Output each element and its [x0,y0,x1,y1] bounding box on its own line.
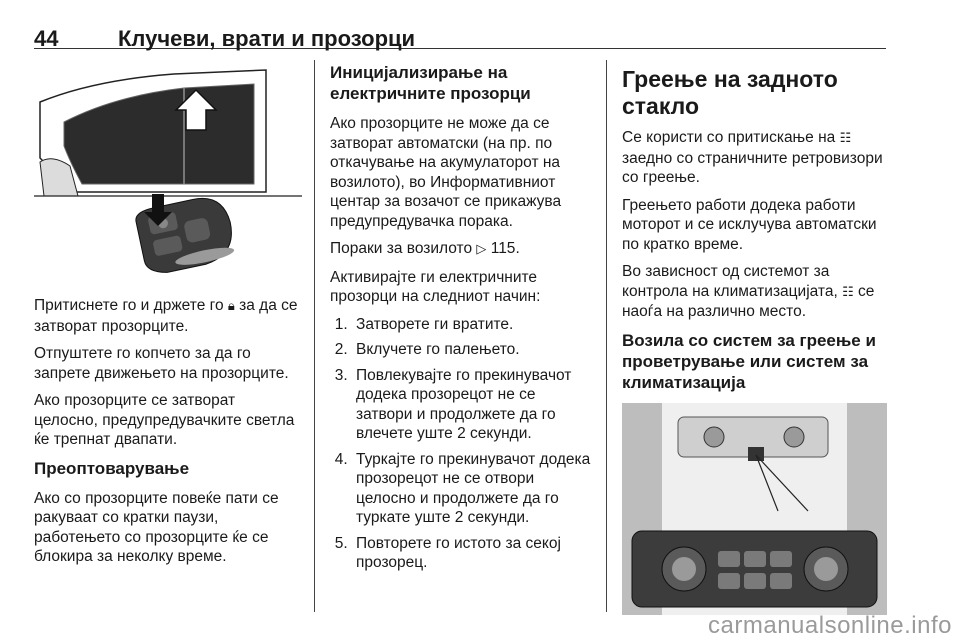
page-header [34,14,886,49]
init-steps-list [330,315,595,573]
rear-window-heating-heading: Греење на задното стакло [622,66,838,119]
init-heading: Иницијализирање на електричните прозорци [330,63,531,103]
chapter-title: Клучеви, врати и прозорци [118,26,416,51]
list-item: 5. Повторете го истото за секој прозорец. [352,534,595,573]
rear-defrost-icon: ☷ [842,284,854,300]
watermark: carmanualsonline.info [708,612,952,639]
hazard-flash-text: Ако прозорците се затворат целосно, предупредувачките светла ќе трепнат двапати. [34,392,295,448]
list-item: 3. Повлекувајте го прекинувачот додека прозорецот не се затвори и продолжете да го влечете уште 2 секунди. [352,366,595,444]
column-2 [330,62,595,581]
list-item: 4. Туркајте го прекинувачот додека прозорецот не се отвори целосно и продолжете да го туркате уште 2 секунди. [352,450,595,528]
column-3 [622,62,892,629]
page-ref-arrow-icon: ▷ [476,242,487,257]
window-key-illustration [34,62,302,282]
rear-defrost-icon: ☷ [839,131,852,146]
page-ref-link[interactable]: 115 [490,240,516,257]
column-divider-1 [314,60,315,612]
overload-text: Ако со прозорците повеќе пати се ракуваат со кратки паузи, работењето со прозорците ќе се блокира за неколку време. [34,489,279,565]
rear-heating-usage-text: Се користи со притискање на ☷ заедно со страничните ретровизори со греење. [622,129,883,186]
list-item: 1. Затворете ги вратите. [352,315,595,335]
lock-icon: 🔒︎ [227,299,235,314]
climate-control-panel-illustration [622,403,887,615]
init-intro-text: Ако прозорците не може да се затворат автоматски (на пр. по откачување на акумулаторот на возилото), во Информативниот центар за возачот се прикажува предупредувачка порака. [330,115,562,230]
overload-heading: Преоптоварување [34,458,190,478]
rear-heating-location-text: Во зависност од системот за контрола на климатизацијата, ☷ се наоѓа на различно место. [622,263,875,320]
climate-subheading: Возила со систем за греење и проветрување или систем за климатизација [622,330,876,392]
column-divider-2 [606,60,607,612]
release-text: Отпуштете го копчето за да го запрете движењето на прозорците. [34,345,289,382]
column-1 [34,62,302,575]
vehicle-messages-ref: Пораки за возилото ▷ 115. [330,240,520,257]
page-number: 44 [34,26,59,51]
press-hold-text: Притиснете го и држете го 🔒︎ за да се затворат прозорците. [34,297,298,335]
activate-text: Активирајте ги електричните прозорци на следниот начин: [330,268,541,305]
list-item: 2. Вклучете го палењето. [352,340,595,360]
rear-heating-operation-text: Греењето работи додека работи моторот и се исклучува автоматски по кратко време. [622,196,877,253]
